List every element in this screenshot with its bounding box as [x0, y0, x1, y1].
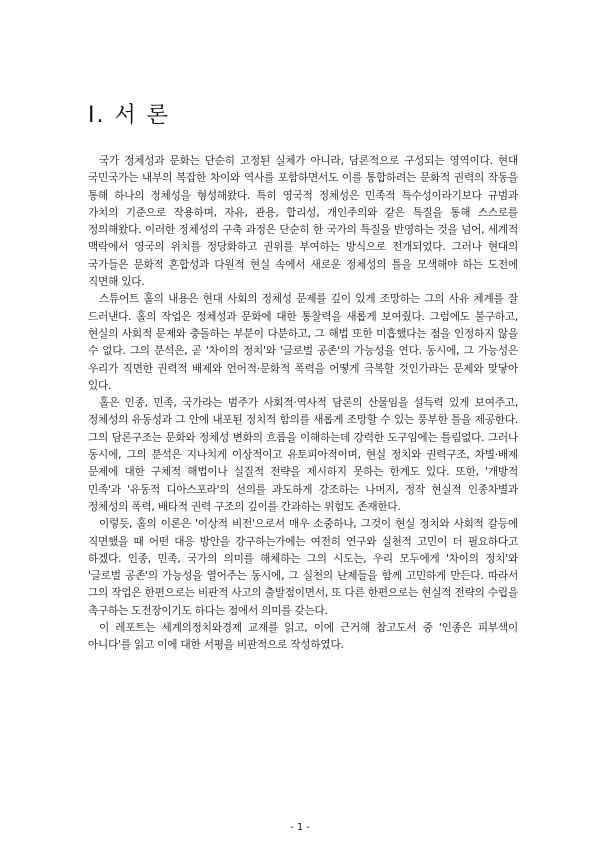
paragraph: 이 레포트는 세계의정치와경제 교재를 읽고, 이에 근거해 참고도서 중 '인종은 피부색이 아니다'를 읽고 이에 대한 서평을 비판적으로 작성하였다. [88, 622, 518, 652]
section-heading: I. 서 론 [88, 103, 170, 128]
body-text [88, 153, 518, 655]
paragraph: 스튜어트 홀의 내용은 현대 사회의 정체성 문제를 깊이 있게 조망하는 그의 사유 체계를 잘 드러낸다. 홀의 작업은 정체성과 문화에 대한 통찰력을 새롭게 보여줬다. 그럼에도 불구하고, 현실의 사회적 문제와 충돌하는 부분이 다분하고, 그 해법 또한 미흡했다는 점을 인정하지 않을 수 없다. 그의 분석은, 곧 '차이의 정치'와 '글로벌 공존'의 가능성을 연다. 동시에, 그 가능성은 우리가 직면한 권력적 배제와 언어적·문화적 폭력을 어떻게 극복할 것인가라는 문제와 맞닿아 있다. [88, 293, 518, 392]
paragraph: 이렇듯, 홀의 이론은 '이상적 비전'으로서 매우 소중하나, 그것이 현실 정치와 사회적 갈등에 직면했을 때 어떤 대응 방안을 강구하는가에는 여전히 연구와 실천적 고민이 더 필요하다고 하겠다. 인종, 민족, 국가의 의미를 해체하는 그의 시도는, 우리 모두에게 '차이의 정치'와 '글로벌 공존'의 가능성을 열어주는 동시에, 그 실천의 난제들을 함께 고민하게 만든다. 따라서 그의 작업은 한편으로는 비판적 사고의 출발점이면서, 또 다른 한편으로는 현실적 전략의 수립을 촉구하는 도전장이기도 하다는 점에서 의미를 갖는다. [88, 518, 518, 617]
paragraph: 홀은 인종, 민족, 국가라는 범주가 사회적·역사적 담론의 산물임을 설득력 있게 보여주고, 정체성의 유동성과 그 안에 내포된 정치적 함의를 새롭게 조망할 수 있는 풍부한 틀을 제공한다. 그의 담론구조는 문화와 정체성 변화의 흐름을 이해하는데 강력한 도구임에는 틀림없다. 그러나 동시에, 그의 분석은 지나치게 이상적이고 유토피아적이며, 현실 정치와 권력구조, 차별·배제 문제에 대한 구체적 해법이나 실질적 전략을 제시하지 못하는 한계도 있다. 또한, '개방적 민족'과 '유동적 디아스포라'의 선의를 과도하게 강조하는 나머지, 정작 현실적 인종차별과 정체성의 폭력, 배타적 권력 구조의 깊이를 간과하는 위험도 존재한다. [88, 397, 518, 513]
paragraph: 국가 정체성과 문화는 단순히 고정된 실체가 아니라, 담론적으로 구성되는 영역이다. 현대 국민국가는 내부의 복잡한 차이와 역사를 포함하면서도 이를 통합하려는 문화적 권력의 작동을 통해 하나의 정체성을 형성해왔다. 특히 영국적 정체성은 민족적 특수성이라기보다 규범과 가치의 기준으로 작용하며, 자유, 관용, 합리성, 개인주의와 같은 특질을 통해 스스로를 정의해왔다. 이러한 정체성의 구축 과정은 단순히 한 국가의 특질을 반영하는 것을 넘어, 세계적 맥락에서 영국의 위치를 정당화하고 권위를 부여하는 방식으로 전개되었다. 그러나 현대의 국가들은 문화적 혼합성과 다원적 현실 속에서 새로운 정체성의 틀을 모색해야 하는 도전에 직면해 있다. [88, 155, 518, 289]
page-number: - 1 - [290, 822, 310, 833]
